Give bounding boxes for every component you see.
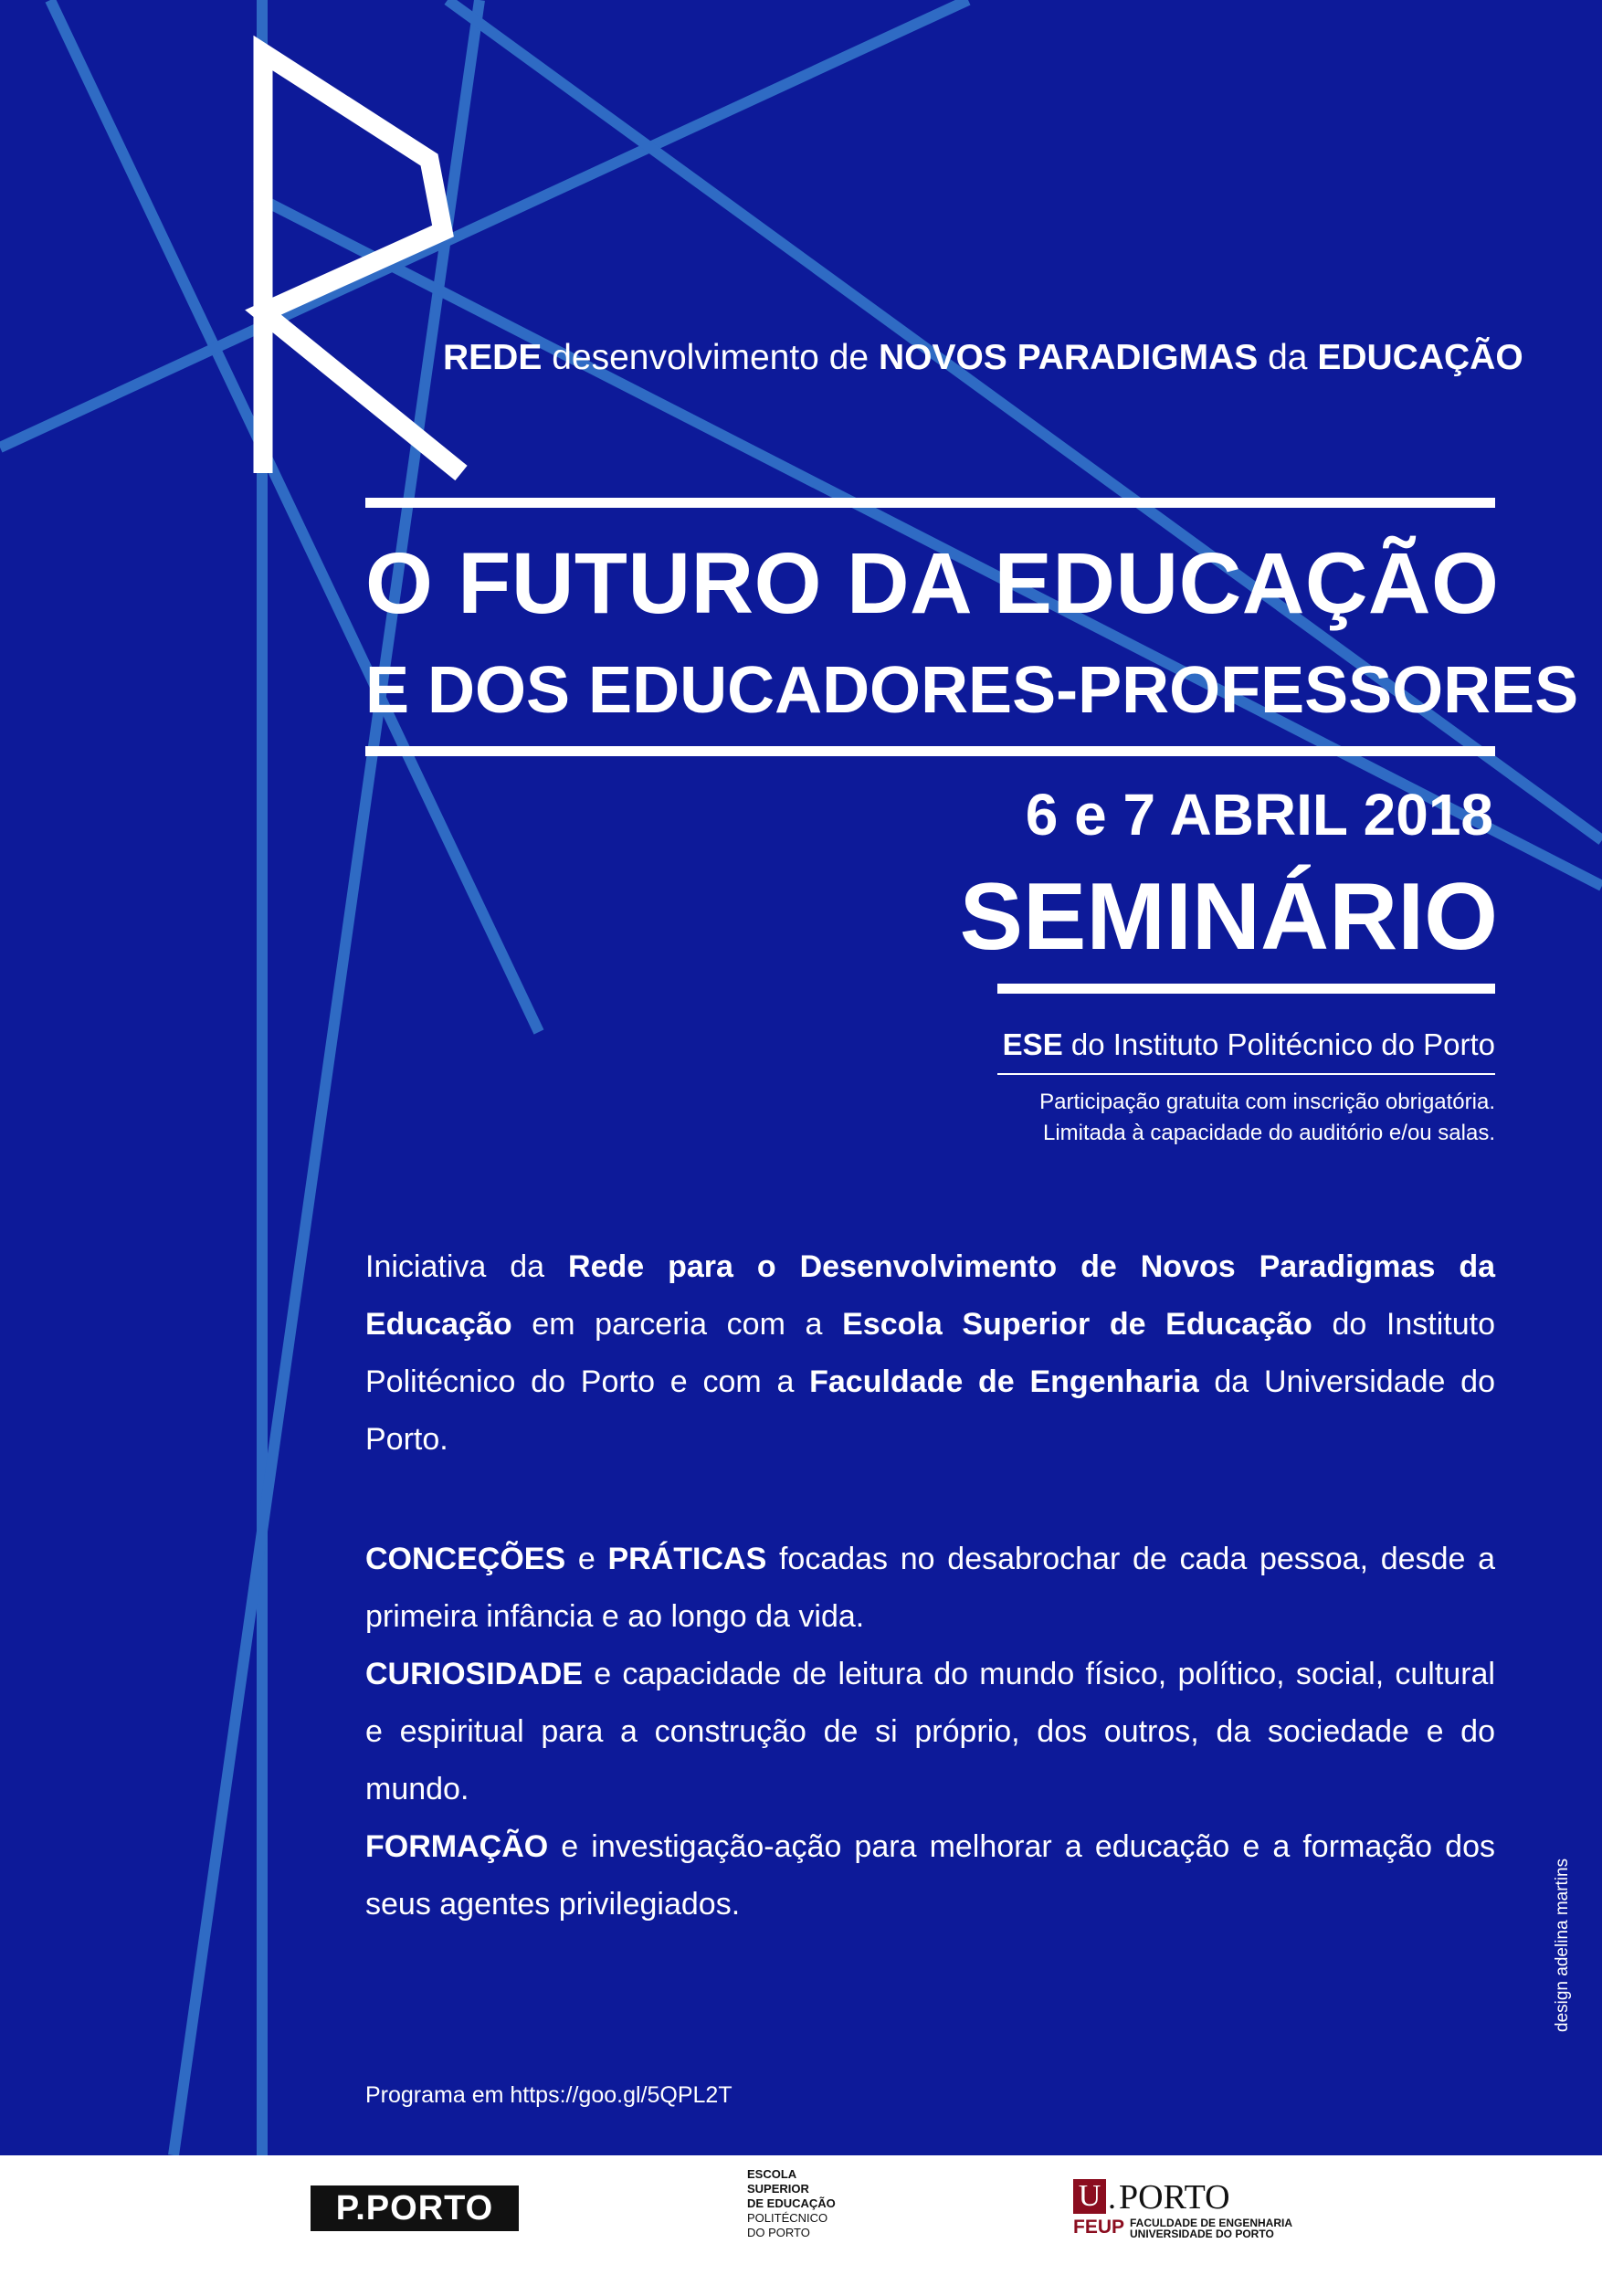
deco-line-diagonal-2 [0,0,968,448]
intro-network-name: Rede para o Desenvolvimento de Novos Paradigmas da Educação [365,1249,1495,1342]
ese-logo-line: POLITÉCNICO [747,2211,828,2225]
network-name [443,338,1523,378]
participation-line1: Participação gratuita com inscrição obrigatória. [1039,1090,1495,1114]
concept-formacao: FORMAÇÃO [365,1829,549,1864]
uporto-dot: . [1108,2179,1116,2216]
feup-name-line2: UNIVERSIDADE DO PORTO [1130,2228,1274,2240]
deco-line-diagonal-1 [50,0,539,1032]
concept-item-formacao [365,1818,1495,1933]
concept-curiosidade: CURIOSIDADE [365,1657,584,1691]
ese-logo [747,2167,836,2240]
network-novos-paradigmas: NOVOS PARADIGMAS [878,338,1259,377]
network-educacao: EDUCAÇÃO [1317,338,1523,377]
title-top-divider [365,498,1495,508]
venue-divider [997,1073,1495,1075]
title-bottom-divider [365,746,1495,756]
program-link[interactable]: Programa em https://goo.gl/5QPL2T [365,2082,732,2108]
concept-item-curiosidade [365,1646,1495,1818]
ese-logo-line: DO PORTO [747,2226,810,2239]
event-divider [997,984,1495,994]
ese-logo-line: ESCOLA [747,2167,797,2181]
ese-logo-line: DE EDUCAÇÃO [747,2196,836,2210]
concept-text-e: e [565,1542,608,1576]
concept-text-3: e investigação-ação para melhorar a educação e a formação dos seus agentes privilegiados. [365,1829,1495,1922]
rede-r-logo [263,53,461,473]
concept-text-2: e capacidade de leitura do mundo físico, político, social, cultural e espiritual para a construção de si próprio, dos outros, da sociedade e do mundo. [365,1657,1495,1806]
intro-text-2: em parceria com a [511,1307,843,1342]
design-credit: design adelina martins [1553,1858,1572,2032]
participation-line2: Limitada à capacidade do auditório e/ou salas. [1043,1121,1495,1145]
concepts-section [365,1531,1495,1933]
intro-feup-name: Faculdade de Engenharia [809,1364,1199,1399]
participation-note [822,1087,1495,1149]
intro-text-3: do Instituto Politécnico do Porto e com a [365,1307,1495,1399]
event-date: 6 e 7 ABRIL 2018 [1025,782,1493,848]
concept-concecoes: CONCEÇÕES [365,1542,566,1576]
event-type: SEMINÁRIO [959,864,1498,970]
network-da: da [1268,338,1308,377]
venue-institute: do Instituto Politécnico do Porto [1062,1027,1495,1061]
network-desenvolvimento: desenvolvimento de [552,338,870,377]
seminar-title-line2: E DOS EDUCADORES-PROFESSORES [365,654,1579,727]
seminar-title-line1: O FUTURO DA EDUCAÇÃO [365,535,1500,632]
uporto-u-box: U [1073,2179,1106,2214]
concept-praticas: PRÁTICAS [607,1542,767,1576]
intro-ese-name: Escola Superior de Educação [842,1307,1312,1342]
intro-text-1: Iniciativa da [365,1249,569,1284]
intro-paragraph [365,1238,1495,1469]
feup-name [1130,2217,1292,2239]
event-venue [822,1027,1495,1062]
feup-acronym: FEUP [1073,2217,1125,2238]
concept-text-1: focadas no desabrochar de cada pessoa, desde a primeira infância e ao longo da vida. [365,1542,1495,1634]
intro-text-4: da Universidade do Porto. [365,1364,1495,1457]
uporto-porto-word: PORTO [1119,2178,1230,2217]
network-rede: REDE [443,338,543,377]
venue-ese: ESE [1002,1027,1063,1061]
ese-logo-line: SUPERIOR [747,2182,809,2196]
concept-item-concecoes [365,1531,1495,1646]
feup-name-line1: FACULDADE DE ENGENHARIA [1130,2217,1293,2229]
pporto-logo: P.PORTO [311,2185,519,2231]
